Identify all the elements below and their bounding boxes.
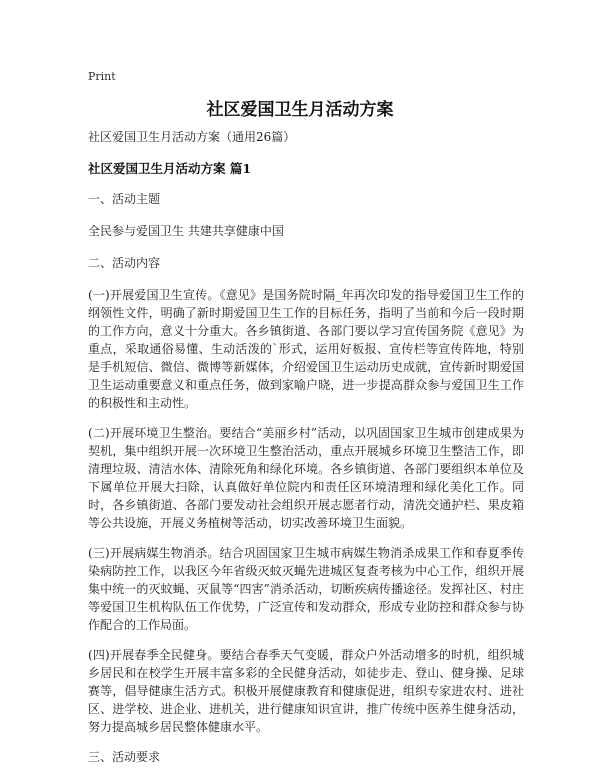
paragraph-publicity: (一)开展爱国卫生宣传。《意见》是国务院时隔_年再次印发的指导爱国卫生工作的纲领性文件，明确了新时期爱国卫生工作的目标任务，指明了当前和今后一段时期的工作方向，意义十分重大。各乡镇街道、各部门要以学习宣传国务院《意见》为重点，采取通俗易懂、生动活泼的`形式，运用好板报、宣传栏等宣传阵地，特别是手机短信、微信、微博等新媒体，介绍爱国卫生运动历史成就，宣传新时期爱国卫生运动重要意义和重点任务，做到家喻户晓，进一步提高群众参与爱国卫生工作的积极性和主动性。 bbox=[88, 288, 524, 410]
paragraph-environment: (二)开展环境卫生整治。要结合“美丽乡村”活动，以巩固国家卫生城市创建成果为契机，集中组织开展一次环境卫生整治活动，重点开展城乡环境卫生整洁工作，即清理垃圾、清洁水体、清除死角和绿化环境。各乡镇街道、各部门要组织本单位及下属单位开展大扫除，认真做好单位院内和责任区环境清理和绿化美化工作。同时，各乡镇街道、各部门要发动社会组织开展志愿者行动，清洗交通护栏、果皮箱等公共设施，开展义务植树等活动，切实改善环境卫生面貌。 bbox=[88, 426, 524, 530]
paragraph-fitness: (四)开展春季全民健身。要结合春季天气变暖，群众户外活动增多的时机，组织城乡居民和在校学生开展丰富多彩的全民健身活动，如徒步走、登山、健身操、足球赛等，倡导健康生活方式。积极开展健康教育和健康促进，组织专家进农村、进社区、进学校、进企业、进机关，进行健康知识宣讲，推广传统中医养生健身活动，努力提高城乡居民整体健康水平。 bbox=[88, 648, 524, 734]
print-link[interactable]: Print bbox=[88, 70, 116, 83]
section-title: 社区爱国卫生月活动方案 篇1 bbox=[88, 161, 252, 176]
heading-activity-requirements: 三、活动要求 bbox=[88, 750, 161, 764]
document-body bbox=[88, 128, 524, 780]
document-subtitle: 社区爱国卫生月活动方案（通用26篇） bbox=[88, 130, 296, 144]
page-title: 社区爱国卫生月活动方案 bbox=[206, 100, 394, 120]
heading-activity-content: 二、活动内容 bbox=[88, 256, 161, 270]
theme-text: 全民参与爱国卫生 共建共享健康中国 bbox=[88, 224, 284, 238]
paragraph-vector-control: (三)开展病媒生物消杀。结合巩固国家卫生城市病媒生物消杀成果工作和春夏季传染病防控工作，以我区今年省级灭蚊灭蝇先进城区复查考核为中心工作，组织开展集中统一的灭蚊蝇、灭鼠等“四害”消杀活动，切断疾病传播途径。发挥社区、村庄等爱国卫生机构队伍工作优势，广泛宣传和发动群众，形成专业防控和群众参与协作配合的工作局面。 bbox=[88, 546, 524, 632]
heading-activity-theme: 一、活动主题 bbox=[88, 192, 161, 206]
